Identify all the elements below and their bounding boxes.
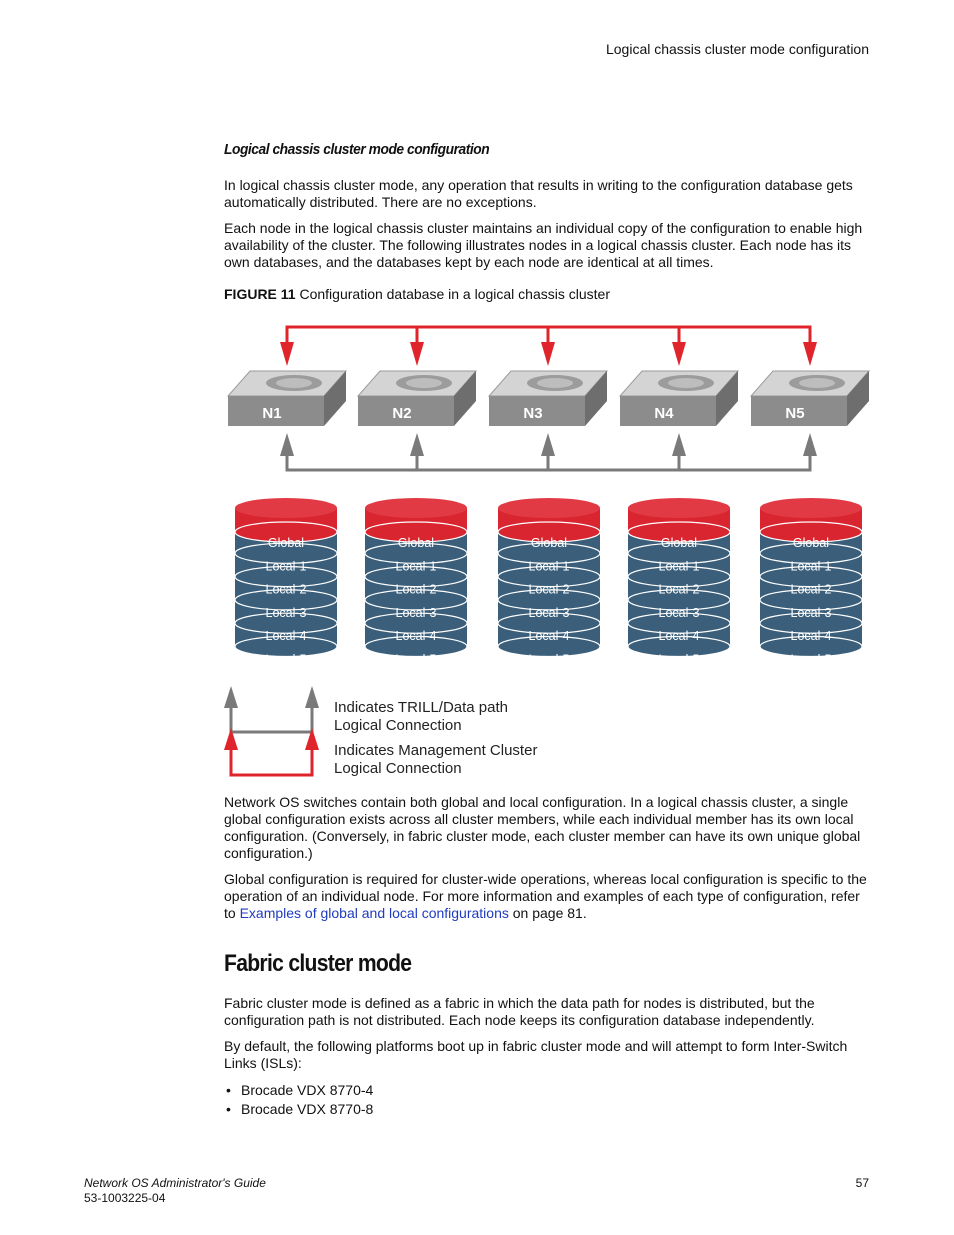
legend-line — [231, 742, 312, 775]
switch-n3 — [489, 371, 607, 426]
db-layer-label: Local-5 — [658, 652, 700, 667]
figure-caption-text: Configuration database in a logical chassis cluster — [299, 286, 610, 302]
management-arrow-icon — [672, 342, 686, 366]
running-header: Logical chassis cluster mode configuration — [605, 41, 869, 57]
switch-hub-inner — [537, 378, 573, 388]
trill-arrow-icon — [410, 433, 424, 456]
figure-label: FIGURE 11 — [224, 286, 296, 302]
management-arrow-icon — [541, 342, 555, 366]
db-layer-label: Local-4 — [265, 629, 307, 644]
switch-hub-inner — [276, 378, 312, 388]
paragraph-global-required — [224, 871, 870, 922]
db-global-top — [365, 498, 467, 518]
paragraph-text-end: on page 81. — [508, 905, 587, 921]
database-n1 — [235, 498, 337, 667]
db-layer-label: Local-5 — [395, 652, 437, 667]
switch-hub-inner — [668, 378, 704, 388]
footer-doc-number: 53-1003225-04 — [84, 1191, 166, 1205]
switch-label: N5 — [785, 405, 805, 422]
db-layer-label: Global — [792, 536, 830, 550]
platform-list — [224, 1081, 373, 1119]
db-layer-label: Local-1 — [265, 559, 307, 574]
switch-label: N2 — [392, 405, 412, 422]
footer-guide-title: Network OS Administrator's Guide — [84, 1176, 266, 1190]
examples-link[interactable]: Examples of global and local configurations — [239, 905, 509, 921]
legend-trill — [224, 686, 508, 734]
legend-text-line2: Logical Connection — [334, 717, 462, 734]
legend-management — [224, 728, 537, 777]
switch-hub-inner — [799, 378, 835, 388]
paragraph-text: Global configuration is required for cluster-wide operations, whereas local configuration is specific to the operation of an individual node. For more information and examples of each type of configuration, refer to — [224, 871, 867, 921]
management-arrow-icon — [803, 342, 817, 366]
switch-n2 — [358, 371, 476, 426]
db-layer-label: Local-3 — [395, 605, 437, 620]
db-layer-label: Global — [397, 536, 435, 550]
switch-label: N1 — [262, 405, 282, 422]
section-heading: Logical chassis cluster mode configuration — [224, 141, 490, 158]
db-global-top — [628, 498, 730, 518]
db-layer-label: Local-1 — [658, 559, 700, 574]
paragraph-global-local: Network OS switches contain both global and local configuration. In a logical chassis cluster, a single global configuration exists across all cluster members, while each individual member has its own local configuration. (Conversely, in fabric cluster mode, each cluster member can have its own unique global configuration.) — [224, 794, 861, 861]
footer-left — [84, 1176, 266, 1206]
db-layer-label: Global — [267, 536, 305, 550]
db-layer-label: Local-1 — [395, 559, 437, 574]
trill-arrow-icon — [541, 433, 555, 456]
db-layer-label: Global — [660, 536, 698, 550]
switch-n4 — [620, 371, 738, 426]
db-global-top — [760, 498, 862, 518]
db-layer-label: Local-4 — [790, 629, 832, 644]
db-layer-label: Local-3 — [790, 605, 832, 620]
db-layer-label: Local-3 — [528, 605, 570, 620]
database-n2 — [365, 498, 467, 667]
db-layer-label: Local-2 — [395, 582, 437, 597]
db-layer-label: Local-5 — [790, 652, 832, 667]
trill-arrow-icon — [803, 433, 817, 456]
legend-arrow-icon — [305, 686, 319, 708]
db-layer-label: Local-4 — [395, 629, 437, 644]
db-layer-label: Local-5 — [528, 652, 570, 667]
database-n3 — [498, 498, 600, 667]
switch-hub-inner — [406, 378, 442, 388]
legend-line — [231, 700, 312, 732]
db-global-top — [235, 498, 337, 518]
db-layer-label: Local-2 — [528, 582, 570, 597]
legend-arrow-icon — [224, 686, 238, 708]
legend-text-line1: Indicates TRILL/Data path — [334, 699, 508, 716]
paragraph-node-copies: Each node in the logical chassis cluster maintains an individual copy of the configuration to enable high availability of the cluster. The following illustrates nodes in a logical chassis cluster. Each node has its own databases, and the databases kept by each node are identical at all times. — [224, 220, 863, 270]
switch-label: N3 — [523, 405, 543, 422]
switch-label: N4 — [654, 405, 674, 422]
footer-page-number: 57 — [855, 1176, 869, 1190]
management-arrow-icon — [280, 342, 294, 366]
db-layer-label: Local-4 — [658, 629, 700, 644]
db-layer-label: Local-2 — [658, 582, 700, 597]
database-n5 — [760, 498, 862, 667]
trill-arrow-icon — [280, 433, 294, 456]
db-layer-label: Local-3 — [658, 605, 700, 620]
db-layer-label: Local-1 — [790, 559, 832, 574]
management-arrow-icon — [410, 342, 424, 366]
switch-n1 — [228, 371, 346, 426]
db-layer-label: Local-5 — [265, 652, 307, 667]
list-item: • Brocade VDX 8770-4 — [224, 1081, 373, 1100]
switch-n5 — [751, 371, 869, 426]
fabric-heading: Fabric cluster mode — [224, 950, 412, 977]
db-layer-label: Local-2 — [265, 582, 307, 597]
db-layer-label: Local-1 — [528, 559, 570, 574]
paragraph-distribution: In logical chassis cluster mode, any operation that results in writing to the configuration database gets automatically distributed. There are no exceptions. — [224, 177, 853, 210]
db-global-top — [498, 498, 600, 518]
db-layer-label: Local-2 — [790, 582, 832, 597]
db-layer-label: Global — [530, 536, 568, 550]
legend-text-line1: Indicates Management Cluster — [334, 742, 538, 759]
db-layer-label: Local-3 — [265, 605, 307, 620]
paragraph-fabric-default: By default, the following platforms boot up in fabric cluster mode and will attempt to form Inter-Switch Links (ISLs): — [224, 1038, 848, 1071]
list-item: • Brocade VDX 8770-8 — [224, 1100, 373, 1119]
db-layer-label: Local-4 — [528, 629, 570, 644]
legend-text-line2: Logical Connection — [334, 760, 462, 777]
paragraph-fabric-defined: Fabric cluster mode is defined as a fabric in which the data path for nodes is distributed, but the configuration path is not distributed. Each node keeps its configuration database independently. — [224, 995, 815, 1028]
database-n4 — [628, 498, 730, 667]
trill-arrow-icon — [672, 433, 686, 456]
